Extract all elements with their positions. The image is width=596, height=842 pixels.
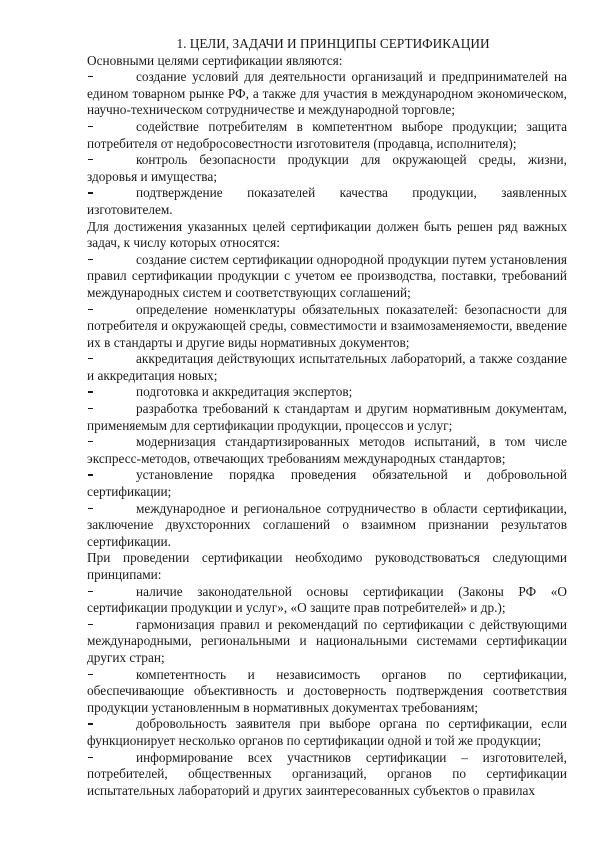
- list-item-text: компетентность и независимость органов по сертификации, обеспечивающие объективность и достоверность подтверждения соответствия продукции установленным в нормативных документах требованиям;: [87, 666, 567, 715]
- list-item: [87, 667, 567, 717]
- list-item-text: разработка требований к стандартам и другим нормативным документам, применяемым для сертификации продукции, процессов и услуг;: [87, 401, 567, 433]
- list-item-text: информирование всех участников сертификации – изготовителей, потребителей, общественных организаций, органов по сертификации испытательных лабораторий и других заинтересованных субъектов о правилах: [87, 749, 567, 798]
- list-item-text: международное и региональное сотрудничество в области сертификации, заключение двухсторонних соглашений о взаимном признании результатов сертификации.: [87, 500, 567, 549]
- list-item-text: создание систем сертификации однородной продукции путем установления правил сертификации продукции с учетом ее производства, поставки, требований международных систем и соответствующих соглашений;: [87, 251, 567, 300]
- list-item-text: установление порядка проведения обязательной и добровольной сертификации;: [87, 467, 567, 500]
- list-item: [87, 69, 567, 119]
- list-item-text: подтверждение показателей качества продукции, заявленных изготовителем.: [87, 185, 567, 217]
- list-item: [87, 617, 567, 667]
- list-item: [87, 584, 567, 617]
- list-item: [87, 384, 567, 401]
- list-item: [87, 351, 567, 384]
- list-item-text: модернизация стандартизированных методов испытаний, в том числе экспресс-методов, отвечающих требованиям международных стандартов;: [87, 434, 567, 466]
- list-item-text: добровольность заявителя при выборе органа по сертификации, если функционирует несколько органов по сертификации одной и той же продукции;: [87, 716, 567, 748]
- tasks-list: [87, 252, 567, 551]
- list-item: [87, 434, 567, 467]
- list-item: [87, 119, 567, 152]
- goals-list: [87, 69, 567, 218]
- list-item: [87, 152, 567, 185]
- list-item: [87, 302, 567, 352]
- list-item: [87, 467, 567, 500]
- list-item-text: гармонизация правил и рекомендаций по сертификации с действующими международными, региональными и национальными системами сертификации других стран;: [87, 616, 567, 665]
- list-item-text: содействие потребителям в компетентном выборе продукции; защита потребителя от недобросовестности изготовителя (продавца, исполнителя);: [87, 118, 567, 151]
- list-item: [87, 716, 567, 749]
- section-heading: 1. ЦЕЛИ, ЗАДАЧИ И ПРИНЦИПЫ СЕРТИФИКАЦИИ: [176, 36, 490, 51]
- principles-intro: При проведении сертификации необходимо руководствоваться следующими принципами:: [87, 550, 567, 582]
- principles-list: [87, 584, 567, 800]
- list-item-text: создание условий для деятельности организаций и предпринимателей на едином товарном рынке РФ, а также для участия в международном экономическом, научно-техническом сотрудничестве и международной торговле;: [87, 69, 567, 118]
- tasks-intro: Для достижения указанных целей сертификации должен быть решен ряд важных задач, к числу которых относятся:: [87, 218, 567, 251]
- list-item: [87, 252, 567, 302]
- list-item-text: контроль безопасности продукции для окружающей среды, жизни, здоровья и имущества;: [87, 152, 567, 184]
- list-item: [87, 750, 567, 800]
- document-content: [87, 36, 567, 799]
- goals-intro: Основными целями сертификации являются:: [87, 52, 343, 68]
- list-item: [87, 501, 567, 551]
- list-item-text: аккредитация действующих испытательных лабораторий, а также создание и аккредитация новых;: [87, 351, 567, 383]
- list-item-text: наличие законодательной основы сертификации (Законы РФ «О сертификации продукции и услуг», «О защите прав потребителей» и др.);: [87, 583, 567, 616]
- list-item: [87, 401, 567, 434]
- list-item: [87, 185, 567, 218]
- list-item-text: определение номенклатуры обязательных показателей: безопасности для потребителя и окружающей среды, совместимости и взаимозаменяемости, введение их в стандарты и другие виды нормативных документов;: [87, 301, 567, 350]
- list-item-text: подготовка и аккредитация экспертов;: [136, 384, 353, 400]
